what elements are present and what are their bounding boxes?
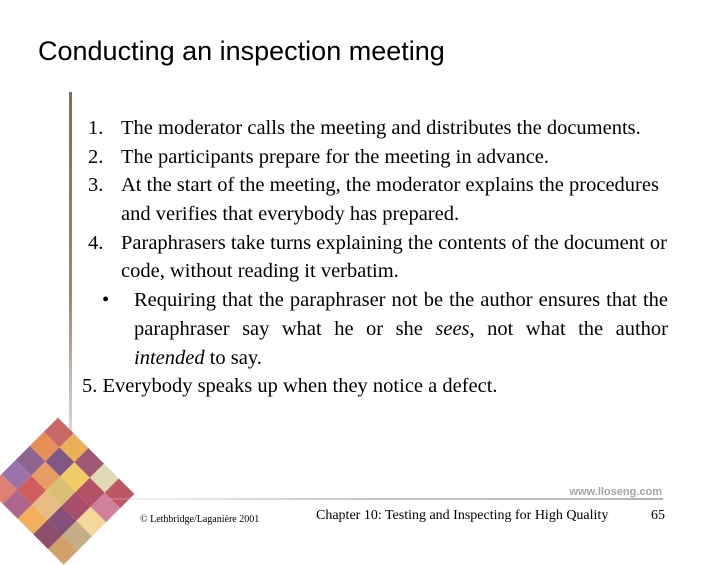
sub-bullet <box>102 286 668 372</box>
item-text: The participants prepare for the meeting in advance. <box>121 145 550 168</box>
item-text: Paraphrasers take turns explaining the contents of the document or code, without reading it verbatim. <box>121 231 667 283</box>
sub-bullet-text <box>134 286 668 372</box>
decorative-mosaic <box>0 418 134 565</box>
list-item <box>88 171 668 228</box>
item-number: 2. <box>88 145 104 168</box>
item-number: 3. <box>88 174 104 197</box>
mosaic-grid <box>0 418 134 565</box>
page-number: 65 <box>651 508 665 523</box>
bullet-icon: • <box>102 289 110 312</box>
bullet-text-part: to say. <box>204 346 262 369</box>
bullet-emphasis-intended: intended <box>134 346 205 369</box>
bullet-text-part: Requiring that the paraphraser not be the author ensures that the paraphraser say what he or she <box>134 289 668 340</box>
bullet-emphasis-sees: sees <box>435 317 470 340</box>
item-text: At the start of the meeting, the moderator explains the procedures and verifies that everybody has prepared. <box>121 174 659 226</box>
chapter-title: Chapter 10: Testing and Inspecting for High Quality <box>316 508 609 523</box>
accent-bar <box>69 92 72 462</box>
bullet-text-part: , not what the author <box>469 317 669 340</box>
item-number: 4. <box>88 231 104 254</box>
slide-title: Conducting an inspection meeting <box>38 36 445 66</box>
item-text: The moderator calls the meeting and distributes the documents. <box>121 117 641 139</box>
list-item <box>88 143 668 172</box>
footer-divider <box>108 498 663 500</box>
last-item: 5. Everybody speaks up when they notice a defect. <box>82 375 498 398</box>
numbered-list <box>88 114 668 286</box>
item-number: 1. <box>88 117 104 139</box>
list-item <box>88 114 668 143</box>
website-url: www.lloseng.com <box>569 486 662 498</box>
list-item <box>88 229 668 286</box>
copyright-notice: © Lethbridge/Laganière 2001 <box>140 514 260 525</box>
slide-body <box>82 114 669 401</box>
